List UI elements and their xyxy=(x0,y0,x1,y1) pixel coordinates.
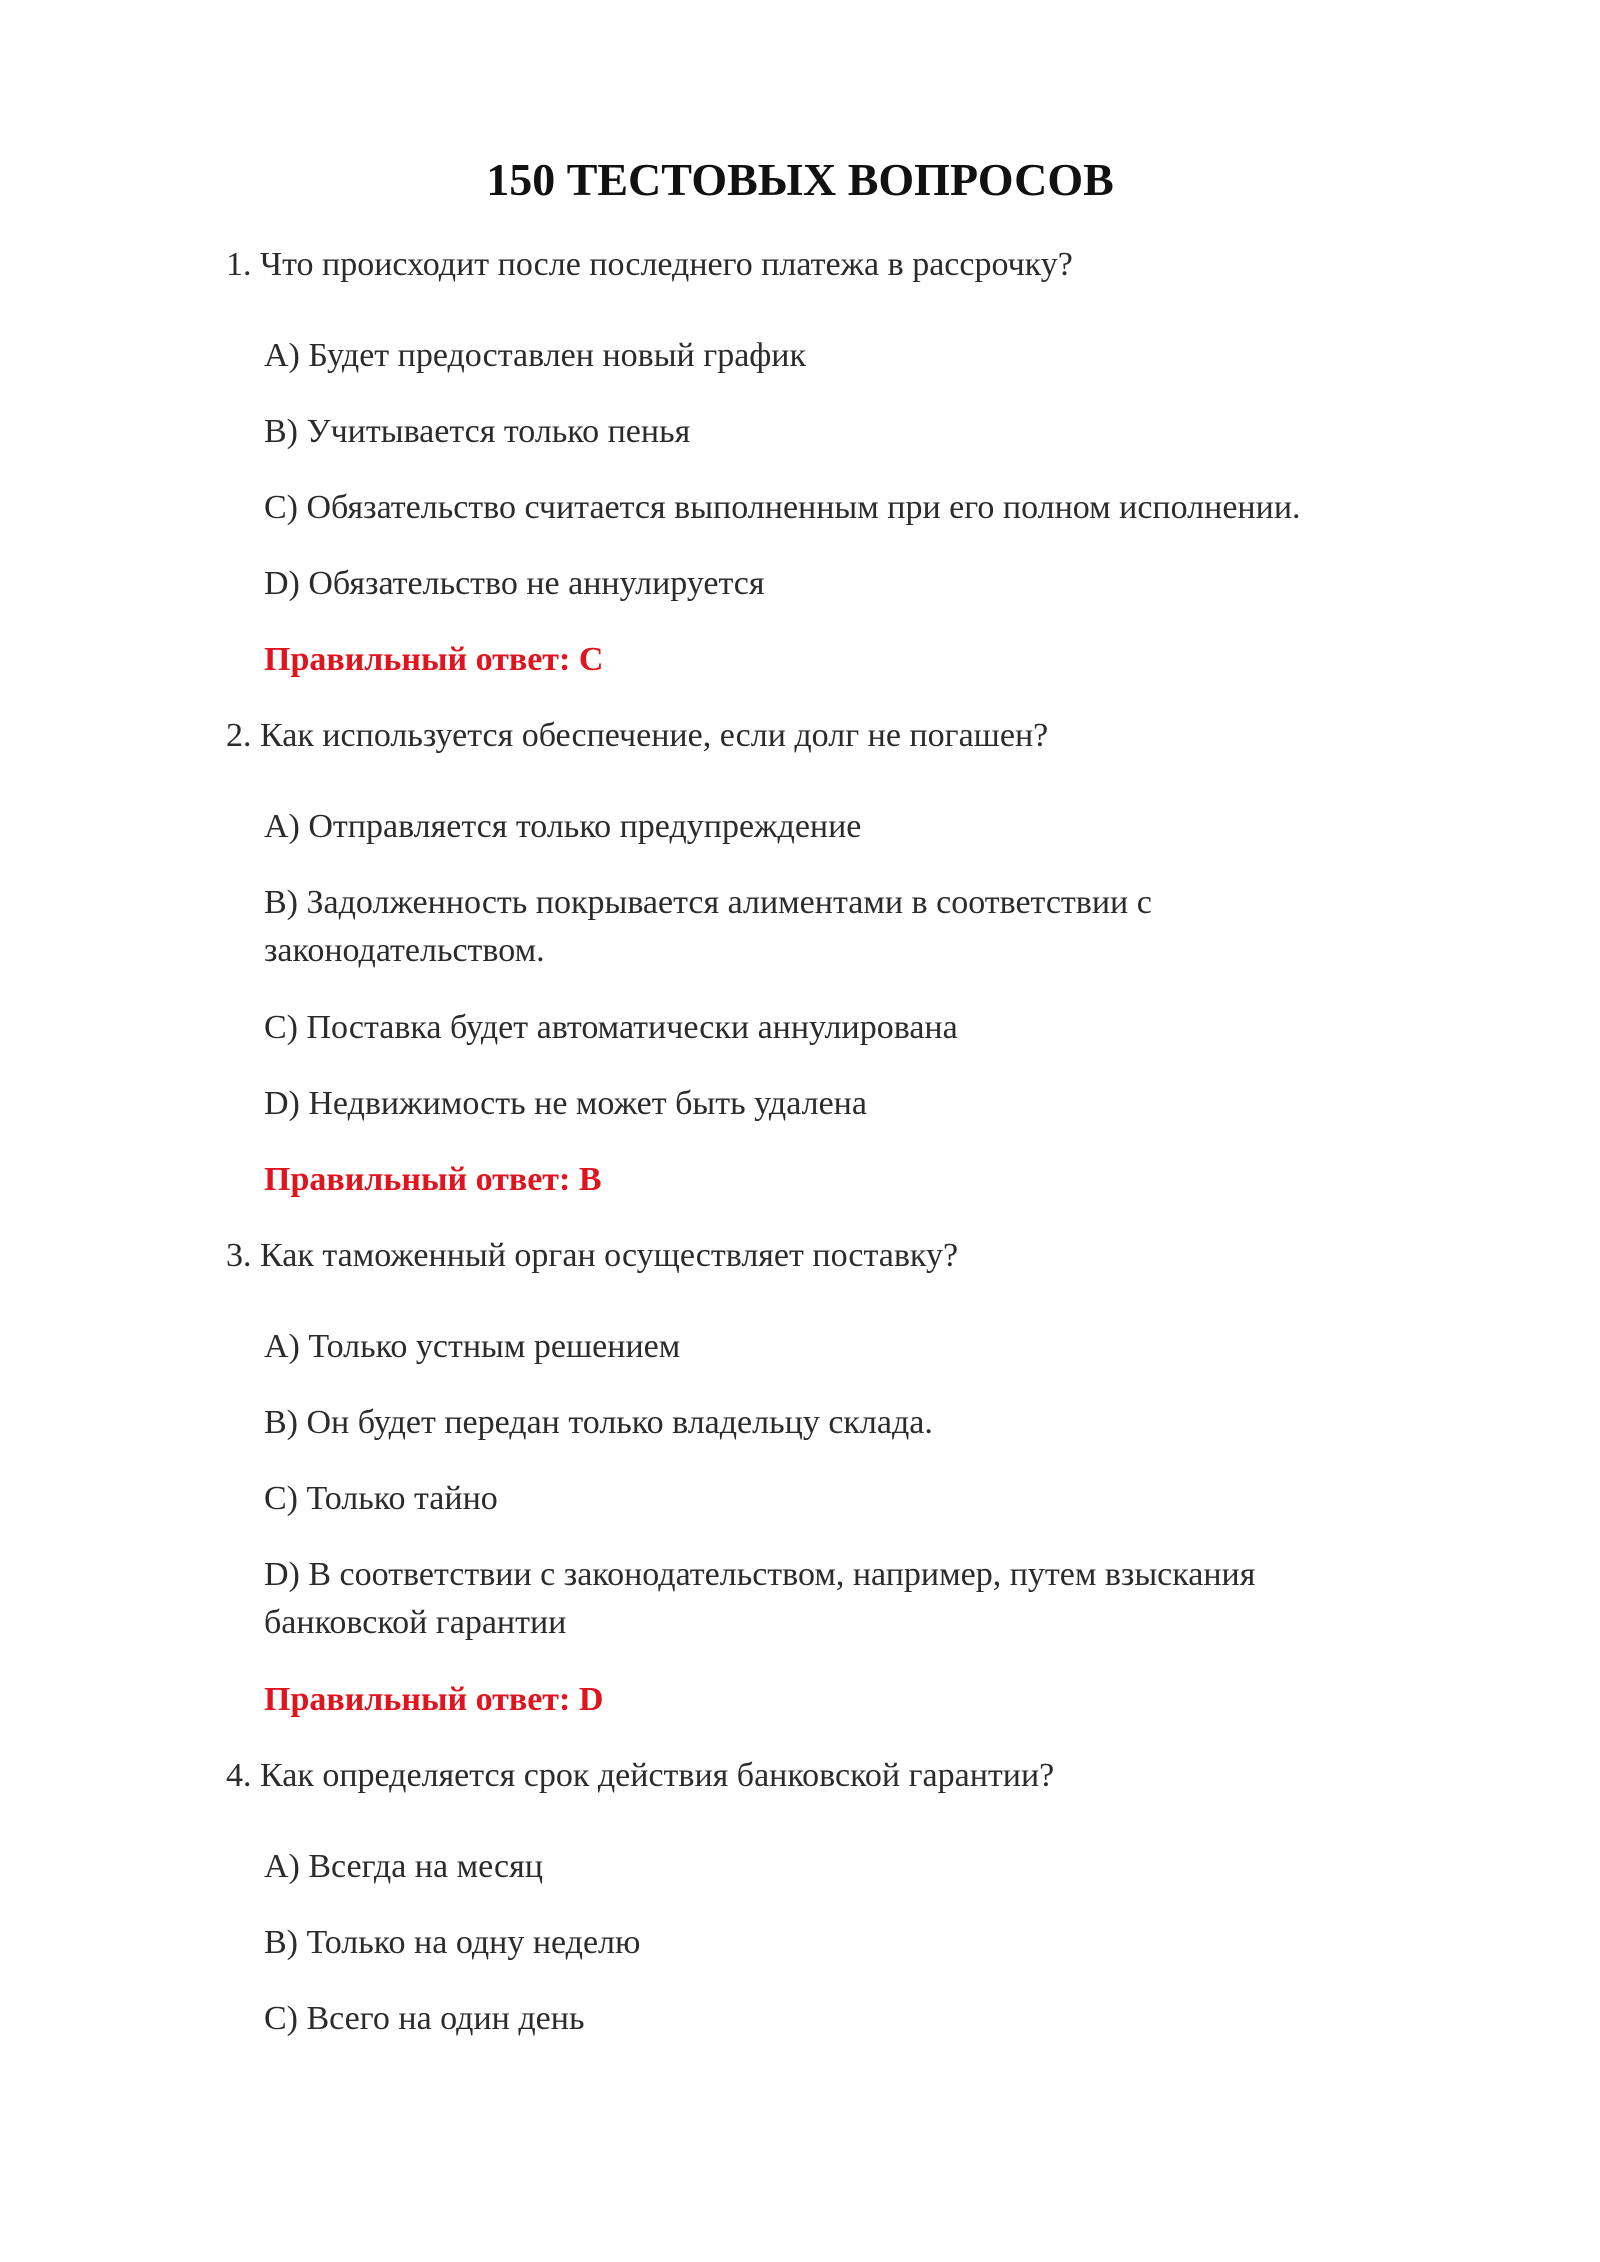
question-number: 3. xyxy=(226,1237,252,1274)
option-c: C) Обязательство считается выполненным при его полном исполнении. xyxy=(264,489,1301,526)
question-number: 2. xyxy=(226,717,252,754)
question-4 xyxy=(226,1752,1054,1800)
option-c: C) Поставка будет автоматически аннулирована xyxy=(264,1009,958,1046)
correct-answer: Правильный ответ: C xyxy=(264,641,604,678)
option-b: B) Задолженность покрывается алиментами в соответствии с законодательством. xyxy=(264,884,1152,969)
question-text: Что происходит после последнего платежа в рассрочку? xyxy=(260,246,1073,283)
question-text: Как определяется срок действия банковской гарантии? xyxy=(260,1757,1055,1794)
option-c: C) Только тайно xyxy=(264,1480,498,1517)
question-3 xyxy=(226,1232,958,1280)
option-d: D) Обязательство не аннулируется xyxy=(264,565,765,602)
option-d: D) В соответствии с законодательством, например, путем взыскания банковской гарантии xyxy=(264,1556,1256,1641)
option-a: A) Отправляется только предупреждение xyxy=(264,808,862,845)
option-a: A) Только устным решением xyxy=(264,1328,681,1365)
option-d: D) Недвижимость не может быть удалена xyxy=(264,1085,867,1122)
option-a: A) Всегда на месяц xyxy=(264,1848,543,1885)
correct-answer: Правильный ответ: D xyxy=(264,1681,604,1718)
question-number: 4. xyxy=(226,1757,252,1794)
question-2 xyxy=(226,712,1048,760)
question-text: Как таможенный орган осуществляет поставку? xyxy=(260,1237,959,1274)
option-b: B) Только на одну неделю xyxy=(264,1924,641,1961)
question-number: 1. xyxy=(226,246,252,283)
question-text: Как используется обеспечение, если долг не погашен? xyxy=(260,717,1049,754)
document-title: 150 ТЕСТОВЫХ ВОПРОСОВ xyxy=(486,154,1114,205)
option-b: B) Он будет передан только владельцу склада. xyxy=(264,1404,933,1441)
option-a: A) Будет предоставлен новый график xyxy=(264,337,807,374)
correct-answer: Правильный ответ: B xyxy=(264,1161,602,1198)
option-c: C) Всего на один день xyxy=(264,2000,585,2037)
option-b: B) Учитывается только пенья xyxy=(264,413,691,450)
question-1 xyxy=(226,241,1073,289)
